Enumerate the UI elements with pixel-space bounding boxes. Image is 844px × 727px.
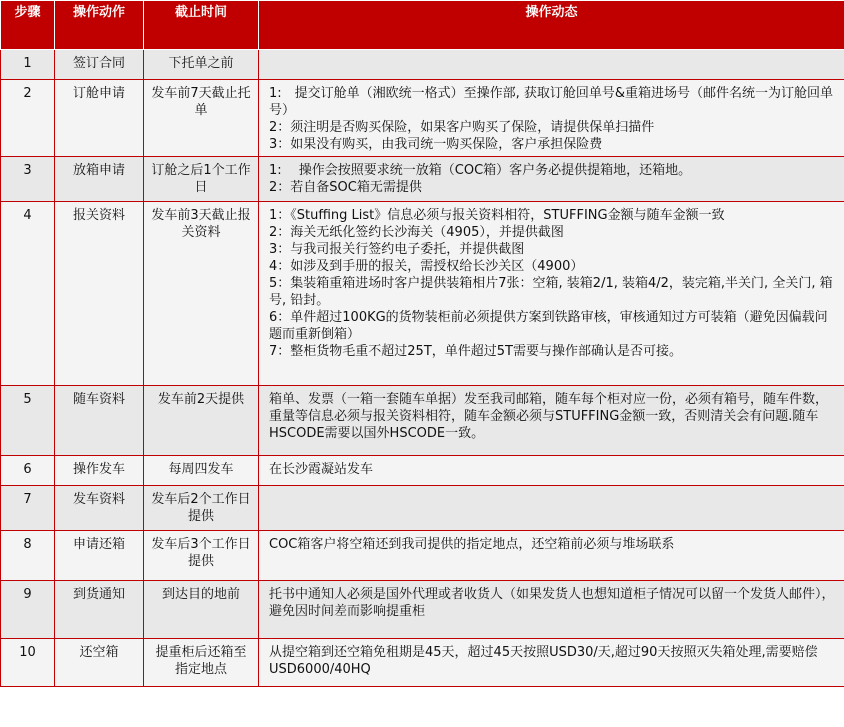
action-cell: 申请还箱	[55, 531, 144, 581]
table-row	[1, 581, 844, 639]
step-cell: 2	[1, 80, 55, 157]
step-cell: 4	[1, 202, 55, 386]
table-row	[1, 157, 844, 202]
step-cell: 7	[1, 486, 55, 531]
table-header-row	[1, 1, 844, 50]
action-cell: 订舱申请	[55, 80, 144, 157]
ops-cell	[259, 386, 844, 456]
action-cell: 发车资料	[55, 486, 144, 531]
ops-cell	[259, 486, 844, 531]
ops-line: 3：与我司报关行签约电子委托，并提供截图	[269, 242, 525, 257]
ops-line: 箱单、发票（一箱一套随车单据）发至我司邮箱，随车每个柜对应一份，必须有箱号，随车件数，重量等信息必须与报关资料相符，随车金额必须与STUFFING金额一致，否则清关会有问题.随车HSCODE需要以国外HSCODE一致。	[269, 392, 829, 441]
ops-line: 2：海关无纸化签约长沙海关（4905），并提供截图	[269, 225, 564, 240]
table-row	[1, 456, 844, 486]
header-action: 操作动作	[55, 1, 144, 50]
ops-cell	[259, 50, 844, 80]
ops-line: 从提空箱到还空箱免租期是45天，超过45天按照USD30/天,超过90天按照灭失箱处理,需要赔偿USD6000/40HQ	[269, 645, 818, 677]
action-cell: 操作发车	[55, 456, 144, 486]
ops-line: 3：如果没有购买，由我司统一购买保险，客户承担保险费	[269, 137, 603, 152]
header-deadline: 截止时间	[144, 1, 259, 50]
table-row	[1, 80, 844, 157]
ops-line: 6：单件超过100KG的货物装柜前必须提供方案到铁路审核，审核通知过方可装箱（避免因偏载问题而重新倒箱）	[269, 310, 828, 342]
ops-line: 4：如涉及到手册的报关，需授权给长沙关区（4900）	[269, 259, 584, 274]
ops-cell	[259, 202, 844, 386]
action-cell: 还空箱	[55, 639, 144, 687]
ops-cell	[259, 157, 844, 202]
deadline-cell: 下托单之前	[144, 50, 259, 80]
step-cell: 9	[1, 581, 55, 639]
table-row	[1, 386, 844, 456]
step-cell: 10	[1, 639, 55, 687]
deadline-cell: 每周四发车	[144, 456, 259, 486]
step-cell: 5	[1, 386, 55, 456]
table-row	[1, 50, 844, 80]
step-cell: 1	[1, 50, 55, 80]
deadline-cell: 发车前2天提供	[144, 386, 259, 456]
ops-line: 托书中通知人必须是国外代理或者收货人（如果发货人也想知道柜子情况可以留一个发货人邮件），避免因时间差而影响提重柜	[269, 587, 835, 619]
ops-line: 2：若自备SOC箱无需提供	[269, 180, 422, 195]
deadline-cell: 提重柜后还箱至指定地点	[144, 639, 259, 687]
action-cell: 随车资料	[55, 386, 144, 456]
ops-line: 7：整柜货物毛重不超过25T，单件超过5T需要与操作部确认是否可接。	[269, 344, 682, 359]
deadline-cell: 发车前3天截止报关资料	[144, 202, 259, 386]
table-row	[1, 531, 844, 581]
deadline-cell: 发车前7天截止托单	[144, 80, 259, 157]
ops-cell	[259, 456, 844, 486]
ops-line: 1: 提交订舱单（湘欧统一格式）至操作部, 获取订舱回单号&重箱进场号（邮件名统一为订舱回单号）	[269, 86, 834, 118]
ops-line: 在长沙霞凝站发车	[269, 462, 374, 477]
ops-line: 1：《Stuffing List》信息必须与报关资料相符，STUFFING金额与随车金额一致	[269, 208, 725, 223]
action-cell: 签订合同	[55, 50, 144, 80]
step-cell: 8	[1, 531, 55, 581]
ops-line: 5：集装箱重箱进场时客户提供装箱相片7张：空箱, 装箱2/1, 装箱4/2，装完箱,半关门, 全关门, 箱号, 铅封。	[269, 276, 833, 308]
ops-line: COC箱客户将空箱还到我司提供的指定地点，还空箱前必须与堆场联系	[269, 537, 675, 552]
deadline-cell: 订舱之后1个工作日	[144, 157, 259, 202]
deadline-cell: 发车后2个工作日提供	[144, 486, 259, 531]
action-cell: 到货通知	[55, 581, 144, 639]
header-ops: 操作动态	[259, 1, 844, 50]
table-row	[1, 486, 844, 531]
header-step: 步骤	[1, 1, 55, 50]
ops-cell	[259, 581, 844, 639]
table-row	[1, 639, 844, 687]
ops-cell	[259, 639, 844, 687]
ops-line: 1: 操作会按照要求统一放箱（COC箱）客户务必提供提箱地，还箱地。	[269, 163, 692, 178]
step-cell: 3	[1, 157, 55, 202]
action-cell: 报关资料	[55, 202, 144, 386]
deadline-cell: 发车后3个工作日提供	[144, 531, 259, 581]
ops-cell	[259, 531, 844, 581]
table-row	[1, 202, 844, 386]
action-cell: 放箱申请	[55, 157, 144, 202]
step-cell: 6	[1, 456, 55, 486]
deadline-cell: 到达目的地前	[144, 581, 259, 639]
ops-line: 2：须注明是否购买保险，如果客户购买了保险，请提供保单扫描件	[269, 120, 655, 135]
ops-cell	[259, 80, 844, 157]
